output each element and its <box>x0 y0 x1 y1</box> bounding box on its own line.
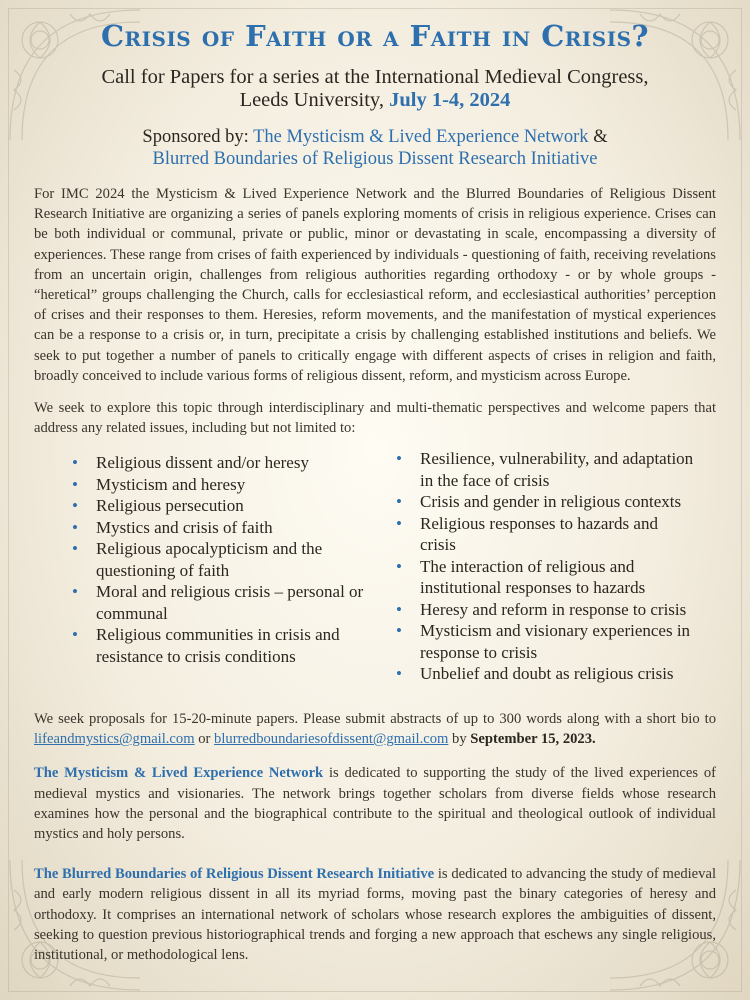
bullet-icon: • <box>396 492 402 512</box>
subtitle-venue: Leeds University, <box>239 89 384 111</box>
intro-paragraph: For IMC 2024 the Mysticism & Lived Experience Network and the Blurred Boundaries of Religious Dissent Research Initiative are organizing a series of panels exploring moments of crisis in religious experience. Crises can be both individual or communal, private or public, minor or devastating in scale, encompassing a diversity of experiences. These range from crises of faith experienced by individuals - questioning of faith, receiving revelations from an uncertain origin, challenges from religious authorities regarding orthodoxy - or by whole groups - “heretical” groups challenging the Church, calls for ecclesiastical reform, and ecclesiastical authorities’ perception of crises and their responses to them. Heresies, reform movements, and the manifestation of mystical experiences can be a response to a crisis or, in turn, precipitate a crisis by challenging established institutions and beliefs. We seek to put together a number of panels to critically engage with different aspects of crises in religion and faith, broadly conceived to include various forms of religious dissent, reform, and mysticism across Europe. <box>34 186 716 384</box>
bullet-icon: • <box>72 625 78 645</box>
sponsor-ampersand: & <box>593 127 608 147</box>
sponsor-block <box>34 126 716 170</box>
poster-content <box>34 16 716 965</box>
submission-deadline: September 15, 2023. <box>470 731 596 748</box>
network-name: The Mysticism & Lived Experience Network <box>34 765 324 782</box>
topic-list-right <box>396 448 696 685</box>
page-title: Crisis of Faith or a Faith in Crisis? <box>100 19 650 53</box>
bullet-icon: • <box>72 517 78 537</box>
sponsor-label: Sponsored by: <box>142 127 249 147</box>
list-item: • Religious responses to hazards and crisis <box>396 513 658 555</box>
topic-lists <box>34 449 716 685</box>
submission-paragraph: We seek proposals for 15-20-minute papers. Please submit abstracts of up to 300 words along with a short bio to lifeandmystics@gmail.com or blurredboundariesofdissent@gmail.com by September 15, 2023. <box>34 710 716 748</box>
sponsor-org-1: The Mysticism & Lived Experience Network <box>253 127 589 147</box>
bullet-icon: • <box>396 664 402 684</box>
bullet-icon: • <box>396 599 402 619</box>
email-link-lifeandmystics[interactable]: lifeandmystics@gmail.com <box>34 731 195 748</box>
bullet-icon: • <box>72 474 78 494</box>
bullet-icon: • <box>72 453 78 473</box>
bullet-icon: • <box>72 539 78 559</box>
list-item: • Mystics and crisis of faith <box>72 517 273 537</box>
bullet-icon: • <box>396 556 402 576</box>
bullet-icon: • <box>396 449 402 469</box>
list-item: • Unbelief and doubt as religious crisis <box>396 664 674 684</box>
bullet-icon: • <box>72 496 78 516</box>
sponsor-line-1 <box>34 126 716 148</box>
subtitle-line-1: Call for Papers for a series at the International Medieval Congress, <box>101 66 649 88</box>
initiative-paragraph: The Blurred Boundaries of Religious Dissent Research Initiative is dedicated to advancing the study of medieval and early modern religious dissent in all its myriad forms, moving past the binary categories of heresy and orthodoxy. It comprises an international network of scholars whose research explores the ambiguities of dissent, seeking to question previous historiographical trends and forging a new approach that eschews any single religious, institutional, or methodological lens. <box>34 866 716 963</box>
list-item: • Mysticism and heresy <box>72 474 246 494</box>
congress-dates: July 1-4, 2024 <box>389 89 511 111</box>
network-paragraph: The Mysticism & Lived Experience Network is dedicated to supporting the study of the lived experiences of medieval mystics and visionaries. The network brings together scholars from diverse fields whose research examines how the personal and the biographical contribute to the spiritual and theological outlook of individual mystics and holy persons. <box>34 765 716 842</box>
list-item: • Religious apocalypticism and the questioning of faith <box>72 539 323 580</box>
list-item: • Crisis and gender in religious contexts <box>396 492 682 512</box>
call-for-papers-subtitle <box>34 66 716 112</box>
list-item: • Religious dissent and/or heresy <box>72 453 309 473</box>
list-item: • Resilience, vulnerability, and adaptation in the face of crisis <box>396 449 694 490</box>
initiative-name: The Blurred Boundaries of Religious Dissent Research Initiative <box>34 866 435 883</box>
sponsor-org-2: Blurred Boundaries of Religious Dissent Research Initiative <box>152 149 598 169</box>
topic-list-left <box>72 452 392 685</box>
explore-paragraph: We seek to explore this topic through interdisciplinary and multi-thematic perspectives and welcome papers that address any related issues, including but not limited to: <box>34 400 716 437</box>
list-item: • Moral and religious crisis – personal or communal <box>72 582 364 623</box>
bullet-icon: • <box>72 582 78 602</box>
email-link-blurredboundaries[interactable]: blurredboundariesofdissent@gmail.com <box>214 731 449 748</box>
list-item: • Religious communities in crisis and resistance to crisis conditions <box>72 625 340 666</box>
list-item: • Heresy and reform in response to crisis <box>396 599 687 619</box>
bullet-icon: • <box>396 621 402 641</box>
list-item: • Mysticism and visionary experiences in response to crisis <box>396 621 691 662</box>
subtitle-line-2 <box>34 89 716 112</box>
bullet-icon: • <box>396 513 402 533</box>
list-item: • Religious persecution <box>72 496 244 516</box>
list-item: • The interaction of religious and institutional responses to hazards <box>396 556 646 598</box>
